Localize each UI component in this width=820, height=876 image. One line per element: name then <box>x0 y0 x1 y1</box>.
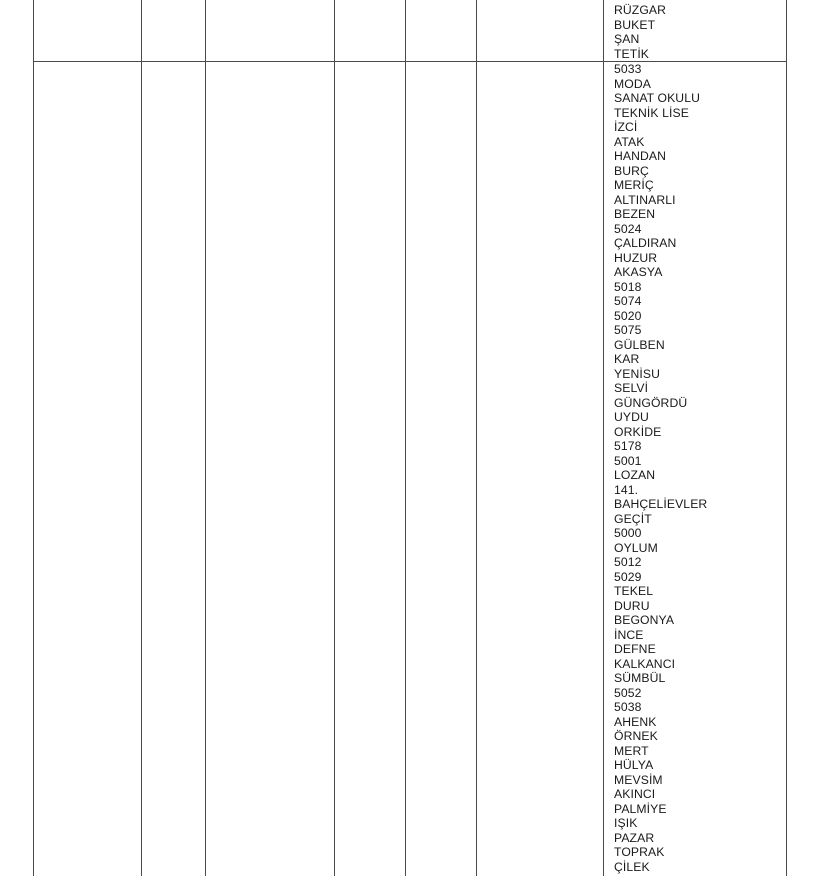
street-name: HANDAN <box>614 149 667 163</box>
street-name: RÜZGAR <box>614 3 667 17</box>
street-name: BURÇ <box>614 163 649 178</box>
street-name: PALMİYE <box>614 801 667 816</box>
street-name: ALTINARLI <box>614 192 676 207</box>
street-name: 5012 <box>614 555 642 569</box>
street-name: BAHÇELİEVLER <box>614 497 708 511</box>
street-name: BEGONYA <box>614 613 675 627</box>
street-name: BEZEN <box>614 207 656 221</box>
column-border <box>334 0 335 876</box>
street-name: SÜMBÜL <box>614 671 666 685</box>
street-name: İZCİ <box>614 120 638 134</box>
street-name: ÇİLEK <box>614 859 650 874</box>
street-name: BUKET <box>614 17 656 32</box>
street-name: 5052 <box>614 685 642 700</box>
street-name: ORKİDE <box>614 424 662 439</box>
street-names-cell <box>614 3 666 61</box>
street-name: TOPRAK <box>614 845 665 859</box>
street-name: MODA <box>614 76 651 91</box>
street-name: AKASYA <box>614 265 663 279</box>
street-name: DEFNE <box>614 642 656 656</box>
street-name: KALKANCI <box>614 656 676 671</box>
street-name: GÜNGÖRDÜ <box>614 395 688 410</box>
street-name: 5000 <box>614 526 642 540</box>
street-name: 5024 <box>614 221 642 236</box>
street-name: 5018 <box>614 279 642 294</box>
street-name: ÇALDIRAN <box>614 236 677 250</box>
street-name: GÜLBEN <box>614 337 665 352</box>
street-name: 5038 <box>614 700 642 714</box>
column-border <box>476 0 477 876</box>
column-border <box>205 0 206 876</box>
street-name: 5033 <box>614 62 642 76</box>
street-name: SELVİ <box>614 381 649 395</box>
street-name: 5075 <box>614 323 642 337</box>
street-name: DURU <box>614 598 650 613</box>
column-border <box>141 0 142 876</box>
street-name: TEKEL <box>614 584 654 598</box>
street-name: PAZAR <box>614 830 655 845</box>
street-name: 5029 <box>614 569 642 584</box>
street-name: OYLUM <box>614 540 658 555</box>
street-name: MERİÇ <box>614 178 654 192</box>
street-names-cell <box>614 62 707 874</box>
street-name: LOZAN <box>614 468 656 482</box>
column-border <box>33 0 34 876</box>
street-name: 5020 <box>614 308 642 323</box>
street-name: ATAK <box>614 134 645 149</box>
street-name: 141. <box>614 482 639 497</box>
street-name: IŞIK <box>614 816 638 830</box>
street-name: 5001 <box>614 453 642 468</box>
street-name: SANAT OKULU <box>614 91 700 105</box>
street-name: HUZUR <box>614 250 658 265</box>
column-border <box>603 0 604 876</box>
street-name: TEKNİK LİSE <box>614 105 689 120</box>
column-border <box>405 0 406 876</box>
street-name: ÖRNEK <box>614 729 658 743</box>
street-name: GEÇİT <box>614 511 652 526</box>
street-name: AKINCI <box>614 787 656 801</box>
street-name: UYDU <box>614 410 649 424</box>
street-name: ŞAN <box>614 32 640 46</box>
street-name: MERT <box>614 743 649 758</box>
street-name: HÜLYA <box>614 758 654 772</box>
street-name: 5178 <box>614 439 642 453</box>
street-name: MEVSİM <box>614 772 663 787</box>
street-name: KAR <box>614 352 640 366</box>
column-border <box>786 0 787 876</box>
street-name: AHENK <box>614 714 657 729</box>
street-name: 5074 <box>614 294 642 308</box>
street-name: TETİK <box>614 46 650 61</box>
street-name: YENİSU <box>614 366 660 381</box>
street-name: İNCE <box>614 627 644 642</box>
